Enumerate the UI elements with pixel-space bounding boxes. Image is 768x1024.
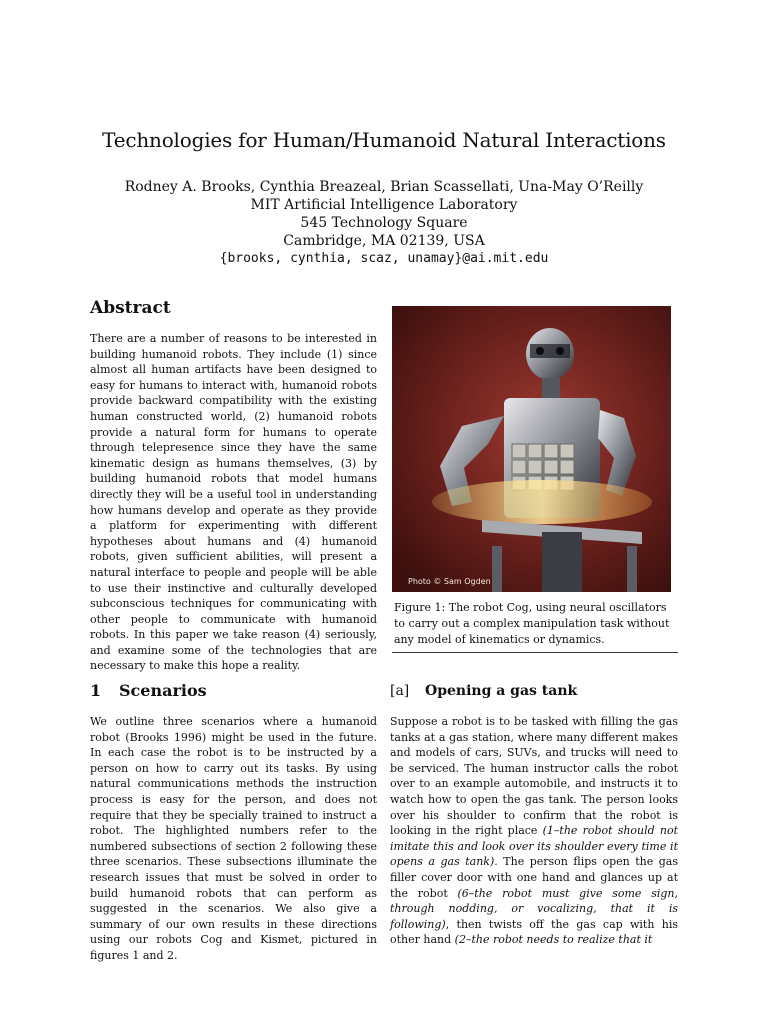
robot-right-arm	[598, 410, 636, 496]
abstract-heading: Abstract	[90, 298, 171, 318]
section-number: 1	[90, 681, 102, 700]
subsection-number: [a]	[390, 683, 410, 699]
affiliation: MIT Artificial Intelligence Laboratory	[250, 197, 518, 213]
subsection-heading	[390, 683, 577, 699]
section-title: Scenarios	[119, 681, 207, 700]
caption-divider	[392, 652, 678, 653]
robot-cog-photo	[392, 306, 671, 592]
section-text: We outline three scenarios where a humanoid robot (Brooks 1996) might be used in the future. In each case the robot is to be instructed by a person on how to carry out its tasks. By using natural communications methods the instruction process is easy for the person, and does not require that they be specially trained to instruct a robot. The highlighted numbers refer to the numbered subsections of section 2 following these three scenarios. These subsections illuminate the research issues that must be solved in order to build humanoid robots that can perform as suggested in the scenarios. We also give a summary of our own results in these directions using our robots Cog and Kismet, pictured in figures 1 and 2.	[90, 715, 377, 962]
author-list: Rodney A. Brooks, Cynthia Breazeal, Brian Scassellati, Una-May O’Reilly	[124, 179, 644, 195]
motion-blur	[432, 480, 652, 524]
subsection-title: Opening a gas tank	[425, 683, 578, 699]
figure-caption: Figure 1: The robot Cog, using neural oscillators to carry out a complex manipulation task without any model of kinematics or dynamics.	[394, 601, 670, 646]
subsection-italic-note: (1–the robot should not imitate this and look over its shoulder every time it opens a gas tank).	[390, 824, 678, 869]
section-heading	[90, 681, 207, 700]
subsection-italic-note: (2–the robot needs to realize that it	[454, 933, 653, 947]
author-block	[0, 178, 768, 268]
subsection-text	[390, 714, 678, 947]
subsection-text-part: , then twists off the gas cap with his other hand	[390, 917, 678, 947]
street-address: 545 Technology Square	[300, 215, 468, 231]
photo-credit: Photo © Sam Ogden	[408, 577, 491, 586]
abstract-text: There are a number of reasons to be interested in building humanoid robots. They include (1) since almost all human artifacts have been designed to easy for humans to interact with, humanoid robots provide backward compatibility with the existing human constructed world, (2) humanoid robots provide a natural form for humans to operate through telepresence since they have the same kinematic design as humans themselves, (3) by building humanoid robots that model humans directly they will be a useful tool in understanding how humans develop and operate as they provide a platform for experimenting with different hypotheses about humans and (4) humanoid robots, given sufficient abilities, will present a natural interface to people and people will be able to use their instinctive and culturally developed subconscious techniques for communicating with other people to communicate with humanoid robots. In this paper we take reason (4) seriously, and examine some of the technologies that are necessary to make this hope a reality.	[90, 332, 377, 673]
subsection-italic-note: (6–the robot must give some sign, through nodding, or vocalizing, that it is following)	[390, 886, 678, 931]
robot-illustration	[392, 306, 671, 592]
subsection-text-part: The person flips open the gas filler cover door with one hand and glances up at the robot	[390, 855, 678, 900]
paper-title: Technologies for Human/Humanoid Natural Interactions	[102, 128, 666, 152]
email-addresses: {brooks, cynthia, scaz, unamay}@ai.mit.edu	[219, 251, 549, 266]
subsection-text-part: Suppose a robot is to be tasked with filling the gas tanks at a gas station, where many different makes and models of cars, SUVs, and trucks will need to be serviced. The human instructor calls the robot over to an example automobile, and instructs it to watch how to open the gas tank. The person looks over his shoulder to confirm that the robot is looking in the right place	[390, 715, 678, 838]
city-address: Cambridge, MA 02139, USA	[283, 233, 485, 249]
